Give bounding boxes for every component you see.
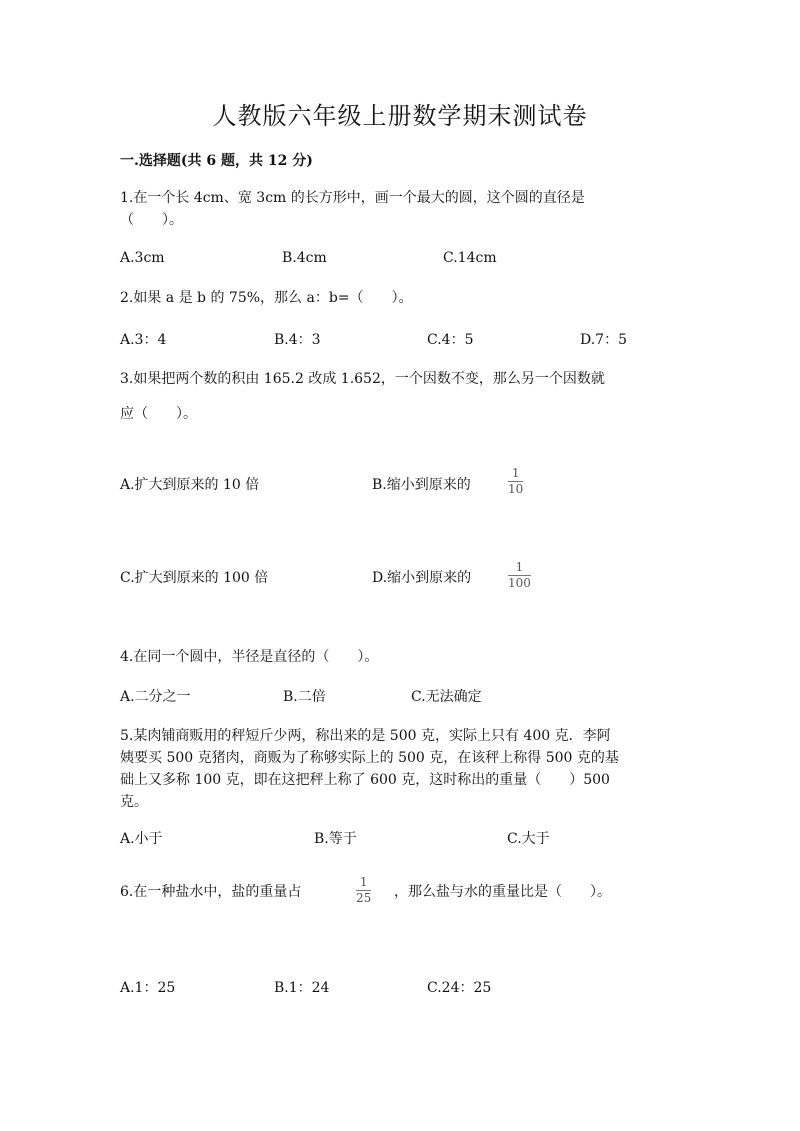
question-6-option-b: B.1：24 — [274, 980, 330, 996]
fraction-numerator: 1 — [359, 875, 368, 889]
question-6-fraction — [356, 876, 371, 905]
fraction-denominator: 25 — [356, 891, 372, 905]
question-2-option-b: B.4：3 — [274, 332, 321, 348]
question-1-line-2: （ ）。 — [120, 212, 183, 228]
question-3-option-d: D.缩小到原来的 — [372, 570, 472, 586]
question-5-option-b: B.等于 — [314, 831, 357, 847]
question-2-line-1: 2.如果 a 是 b 的 75%，那么 a：b=（ ）。 — [120, 290, 413, 306]
question-5-line-4: 克。 — [120, 794, 148, 810]
fraction-denominator: 100 — [508, 576, 531, 590]
question-6-option-a: A.1：25 — [120, 980, 176, 996]
question-3-line-1: 3.如果把两个数的积由 165.2 改成 1.652，一个因数不变，那么另一个因数就 — [120, 371, 605, 387]
question-6-line-1a: 6.在一种盐水中，盐的重量占 — [120, 884, 302, 900]
question-3-option-c: C.扩大到原来的 100 倍 — [120, 570, 269, 586]
question-1-option-b: B.4cm — [282, 250, 327, 266]
question-5-option-a: A.小于 — [120, 831, 163, 847]
question-1-option-a: A.3cm — [120, 250, 165, 266]
question-6-option-c: C.24：25 — [427, 980, 492, 996]
question-1-line-1: 1.在一个长 4cm、宽 3cm 的长方形中，画一个最大的圆，这个圆的直径是 — [120, 190, 585, 206]
fraction-numerator: 1 — [515, 560, 524, 574]
question-3-fraction-one-hundredth — [508, 561, 531, 590]
question-4-line-1: 4.在同一个圆中，半径是直径的（ ）。 — [120, 649, 379, 665]
fraction-numerator: 1 — [511, 466, 520, 480]
question-1-option-c: C.14cm — [443, 250, 497, 266]
fraction-denominator: 10 — [508, 482, 524, 496]
question-2-option-c: C.4：5 — [427, 332, 474, 348]
question-5-line-1: 5.某肉铺商贩用的秤短斤少两，称出来的是 500 克，实际上只有 400 克．李阿 — [120, 728, 611, 744]
question-5-line-2: 姨要买 500 克猪肉，商贩为了称够实际上的 500 克，在该秤上称得 500 克的基 — [120, 750, 619, 766]
question-3-option-a: A.扩大到原来的 10 倍 — [120, 477, 260, 493]
question-3-option-b: B.缩小到原来的 — [372, 477, 471, 493]
question-3-line-2: 应（ ）。 — [120, 406, 197, 422]
question-3-fraction-one-tenth — [508, 467, 523, 496]
question-4-option-a: A.二分之一 — [120, 689, 191, 705]
question-2-option-d: D.7：5 — [580, 332, 627, 348]
page-title: 人教版六年级上册数学期末测试卷 — [212, 102, 588, 130]
question-5-option-c: C.大于 — [507, 831, 550, 847]
question-4-option-c: C.无法确定 — [411, 689, 482, 705]
question-6-line-1b: ，那么盐与水的重量比是（ ）。 — [394, 884, 611, 900]
question-2-option-a: A.3：4 — [120, 332, 167, 348]
section-heading: 一.选择题(共 6 题，共 12 分) — [120, 153, 313, 169]
question-4-option-b: B.二倍 — [283, 689, 326, 705]
question-5-line-3: 础上又多称 100 克，即在这把秤上称了 600 克，这时称出的重量（ ）500 — [120, 772, 610, 788]
